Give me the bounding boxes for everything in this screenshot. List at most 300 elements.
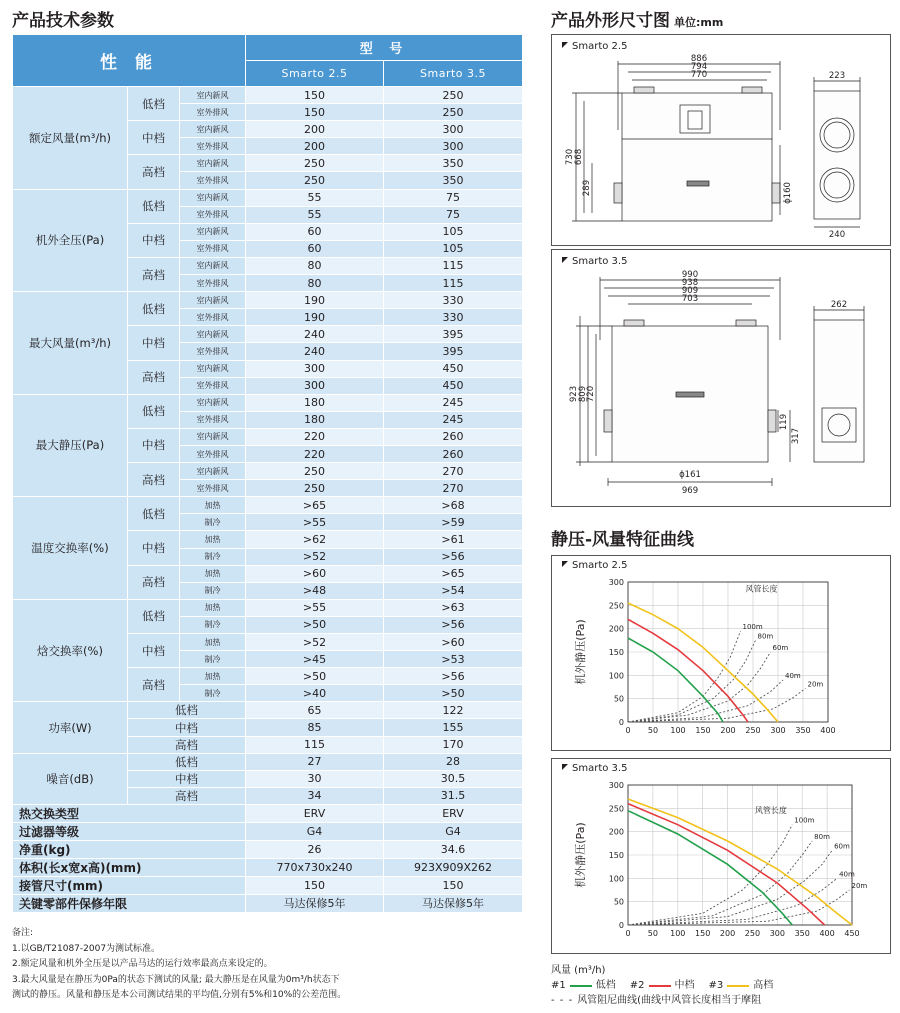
level-cell: 中档 bbox=[128, 121, 180, 155]
x-tick-label: 350 bbox=[795, 726, 811, 735]
value-cell: 770x730x240 bbox=[246, 858, 384, 876]
legend-items bbox=[551, 978, 891, 993]
value-cell: 250 bbox=[246, 155, 384, 172]
x-tick-label: 150 bbox=[695, 726, 711, 735]
duct-curve-80m bbox=[628, 841, 812, 925]
legend-item bbox=[630, 978, 695, 993]
category-cell: 机外全压(Pa) bbox=[13, 189, 128, 292]
sub-cell: 室外排风 bbox=[180, 104, 246, 121]
value-cell: 200 bbox=[246, 138, 384, 155]
y-tick-label: 250 bbox=[608, 601, 624, 611]
value-cell: >50 bbox=[384, 685, 523, 702]
note-line: 备注: bbox=[12, 928, 34, 938]
dim-panel-smarto35 bbox=[551, 249, 891, 507]
value-cell: 395 bbox=[384, 343, 523, 360]
level-cell: 中档 bbox=[128, 326, 180, 360]
category-cell: 额定风量(m³/h) bbox=[13, 87, 128, 190]
sub-cell: 制冷 bbox=[180, 651, 246, 668]
header-row bbox=[13, 35, 523, 61]
value-cell: 245 bbox=[384, 394, 523, 411]
value-cell: >61 bbox=[384, 531, 523, 548]
dim-990: 990 bbox=[681, 270, 699, 280]
level-cell: 高档 bbox=[128, 668, 180, 702]
value-cell: 80 bbox=[246, 257, 384, 274]
x-tick-label: 400 bbox=[819, 929, 835, 938]
value-cell: >60 bbox=[246, 565, 384, 582]
dim-240: 240 bbox=[828, 230, 846, 240]
dim-262: 262 bbox=[830, 300, 848, 310]
legend-name: 中档 bbox=[674, 980, 695, 991]
value-cell: 150 bbox=[246, 87, 384, 104]
single-label-cell: 体积(长x宽x高)(mm) bbox=[13, 858, 246, 876]
table-row bbox=[13, 497, 523, 514]
value-cell: >55 bbox=[246, 514, 384, 531]
table-row bbox=[13, 858, 523, 876]
value-cell: 55 bbox=[246, 189, 384, 206]
series-line-1 bbox=[628, 638, 723, 722]
table-row bbox=[13, 394, 523, 411]
sub-cell: 室内新风 bbox=[180, 87, 246, 104]
sub-cell: 加热 bbox=[180, 497, 246, 514]
value-cell: 155 bbox=[384, 719, 523, 736]
value-cell: >53 bbox=[384, 651, 523, 668]
category-cell: 噪音(dB) bbox=[13, 753, 128, 804]
dim-909: 909 bbox=[681, 286, 699, 296]
spec-section-title: 产品技术参数 bbox=[12, 11, 114, 31]
level-cell: 中档 bbox=[128, 634, 180, 668]
duct-label: 100m bbox=[794, 816, 815, 825]
spec-table bbox=[12, 34, 523, 913]
value-cell: 220 bbox=[246, 428, 384, 445]
value-cell: 300 bbox=[246, 360, 384, 377]
dim-668: 668 bbox=[574, 148, 584, 166]
value-cell: >59 bbox=[384, 514, 523, 531]
y-tick-label: 200 bbox=[608, 624, 624, 634]
value-cell: 85 bbox=[246, 719, 384, 736]
level-cell: 高档 bbox=[128, 565, 180, 599]
notes bbox=[12, 926, 532, 1004]
legend-num: #3 bbox=[708, 980, 724, 991]
sub-cell: 加热 bbox=[180, 668, 246, 685]
value-cell: 190 bbox=[246, 292, 384, 309]
value-cell: 395 bbox=[384, 326, 523, 343]
dim-703: 703 bbox=[681, 294, 699, 304]
x-tick-label: 350 bbox=[794, 929, 810, 938]
value-cell: 250 bbox=[246, 463, 384, 480]
x-tick-label: 450 bbox=[844, 929, 860, 938]
model-name: Smarto 2.5 bbox=[246, 61, 384, 87]
dim-730: 730 bbox=[565, 148, 575, 166]
sub-cell: 室外排风 bbox=[180, 172, 246, 189]
level-cell: 高档 bbox=[128, 155, 180, 189]
sub-cell: 加热 bbox=[180, 634, 246, 651]
x-tick-label: 100 bbox=[670, 929, 686, 938]
duct-label: 100m bbox=[742, 623, 763, 631]
single-label-cell: 关键零部件保修年限 bbox=[13, 894, 246, 912]
value-cell: ERV bbox=[384, 804, 523, 822]
duct-label: 40m bbox=[839, 870, 855, 879]
dim-289: 289 bbox=[582, 179, 592, 197]
single-label-cell: 过滤器等级 bbox=[13, 822, 246, 840]
duct-label: 20m bbox=[807, 680, 824, 689]
legend-name: 低档 bbox=[595, 980, 616, 991]
duct-label: 60m bbox=[834, 842, 850, 851]
value-cell: G4 bbox=[384, 822, 523, 840]
value-cell: 115 bbox=[384, 257, 523, 274]
value-cell: 马达保修5年 bbox=[246, 894, 384, 912]
dim-drawing-smarto35 bbox=[552, 250, 890, 506]
y-axis-label: 机外静压(Pa) bbox=[574, 619, 587, 685]
value-cell: 450 bbox=[384, 377, 523, 394]
sub-cell: 室外排风 bbox=[180, 309, 246, 326]
sub-cell: 制冷 bbox=[180, 514, 246, 531]
legend-num: #2 bbox=[629, 980, 645, 991]
category-cell: 最大静压(Pa) bbox=[13, 394, 128, 497]
legend-swatch bbox=[727, 985, 749, 987]
value-cell: >60 bbox=[384, 634, 523, 651]
category-cell: 温度交换率(%) bbox=[13, 497, 128, 600]
y-tick-label: 100 bbox=[608, 671, 624, 681]
value-cell: 350 bbox=[384, 172, 523, 189]
dimension-title-text: 产品外形尺寸图 bbox=[551, 11, 670, 31]
value-cell: 250 bbox=[246, 480, 384, 497]
dim-809: 809 bbox=[578, 385, 588, 403]
value-cell: 270 bbox=[384, 463, 523, 480]
value-cell: 245 bbox=[384, 411, 523, 428]
category-cell: 最大风量(m³/h) bbox=[13, 292, 128, 395]
value-cell: >52 bbox=[246, 548, 384, 565]
duct-label: 80m bbox=[814, 833, 830, 841]
value-cell: ERV bbox=[246, 804, 384, 822]
value-cell: 150 bbox=[246, 104, 384, 121]
dimension-unit: 单位:mm bbox=[674, 16, 724, 29]
level-cell: 高档 bbox=[128, 463, 180, 497]
value-cell: 马达保修5年 bbox=[384, 894, 523, 912]
level-cell: 低档 bbox=[128, 599, 180, 633]
sub-cell: 室外排风 bbox=[180, 480, 246, 497]
value-cell: 300 bbox=[246, 377, 384, 394]
value-cell: 30.5 bbox=[384, 770, 523, 787]
value-cell: 115 bbox=[384, 275, 523, 292]
sub-cell: 室内新风 bbox=[180, 257, 246, 274]
dim-panel-smarto25 bbox=[551, 34, 891, 246]
y-tick-label: 250 bbox=[608, 804, 624, 814]
sub-cell: 室内新风 bbox=[180, 360, 246, 377]
value-cell: 240 bbox=[246, 343, 384, 360]
model-name: Smarto 3.5 bbox=[384, 61, 523, 87]
y-tick-label: 150 bbox=[608, 648, 624, 657]
sub-cell: 制冷 bbox=[180, 685, 246, 702]
value-cell: 27 bbox=[246, 753, 384, 770]
value-cell: 170 bbox=[384, 736, 523, 753]
level-cell: 高档 bbox=[128, 360, 180, 394]
single-label-cell: 接管尺寸(mm) bbox=[13, 876, 246, 894]
sub-cell: 室内新风 bbox=[180, 428, 246, 445]
level-cell: 低档 bbox=[128, 497, 180, 531]
legend-dash-note: - - - 风管阻尼曲线(曲线中风管长度相当于摩阻 bbox=[551, 995, 762, 1006]
sub-cell: 室外排风 bbox=[180, 343, 246, 360]
value-cell: 75 bbox=[384, 189, 523, 206]
sub-cell: 室内新风 bbox=[180, 121, 246, 138]
table-row bbox=[13, 87, 523, 104]
level-cell: 高档 bbox=[128, 257, 180, 291]
y-tick-label: 50 bbox=[613, 694, 624, 704]
dim-panel-label: Smarto 3.5 bbox=[562, 256, 627, 267]
duct-label: 20m bbox=[851, 882, 868, 890]
table-row bbox=[13, 189, 523, 206]
duct-curve-60m bbox=[628, 850, 832, 925]
chart-label: Smarto 2.5 bbox=[562, 560, 627, 571]
dim-938: 938 bbox=[681, 278, 699, 288]
chart-grid bbox=[609, 781, 860, 938]
value-cell: 260 bbox=[384, 445, 523, 462]
value-cell: 250 bbox=[384, 87, 523, 104]
model-header: 型 号 bbox=[246, 35, 523, 61]
sub-cell: 室外排风 bbox=[180, 240, 246, 257]
table-row bbox=[13, 840, 523, 858]
value-cell: >56 bbox=[384, 668, 523, 685]
value-cell: 250 bbox=[384, 104, 523, 121]
dim-d161: ϕ161 bbox=[679, 470, 701, 480]
dimension-section-title bbox=[551, 6, 723, 31]
x-tick-label: 250 bbox=[745, 726, 761, 735]
sub-cell: 室内新风 bbox=[180, 463, 246, 480]
value-cell: 26 bbox=[246, 840, 384, 858]
value-cell: 190 bbox=[246, 309, 384, 326]
x-tick-label: 50 bbox=[647, 929, 658, 938]
sub-cell: 制冷 bbox=[180, 582, 246, 599]
level-cell: 低档 bbox=[128, 292, 180, 326]
value-cell: >48 bbox=[246, 582, 384, 599]
dim-794: 794 bbox=[690, 62, 708, 72]
y-tick-label: 200 bbox=[608, 827, 624, 837]
value-cell: 105 bbox=[384, 223, 523, 240]
value-cell: >40 bbox=[246, 685, 384, 702]
perf-header: 性 能 bbox=[13, 35, 246, 87]
x-tick-label: 300 bbox=[769, 929, 785, 938]
x-tick-label: 250 bbox=[744, 929, 761, 938]
dim-drawing-smarto25 bbox=[552, 35, 890, 245]
value-cell: >55 bbox=[246, 599, 384, 616]
sub-cell: 加热 bbox=[180, 531, 246, 548]
level-cell: 低档 bbox=[128, 189, 180, 223]
duct-curve-60m bbox=[628, 652, 771, 722]
duct-length-title: 风管长度 bbox=[745, 584, 778, 594]
value-cell: 260 bbox=[384, 428, 523, 445]
table-row bbox=[13, 894, 523, 912]
curve-chart-smarto25 bbox=[552, 556, 890, 750]
dim-panel-label: Smarto 2.5 bbox=[562, 41, 627, 52]
table-row bbox=[13, 804, 523, 822]
dim-886: 886 bbox=[690, 54, 708, 64]
value-cell: 180 bbox=[246, 411, 384, 428]
dim-720: 720 bbox=[586, 385, 596, 403]
value-cell: 60 bbox=[246, 240, 384, 257]
y-tick-label: 100 bbox=[608, 874, 624, 884]
duct-curve-20m bbox=[628, 688, 806, 722]
note-line: 测试的静压。风量和静压是本公司测试结果的平均值,分别有5%和10%的公差范围。 bbox=[12, 990, 347, 1000]
value-cell: 30 bbox=[246, 770, 384, 787]
sub-cell: 室内新风 bbox=[180, 155, 246, 172]
value-cell: 330 bbox=[384, 309, 523, 326]
level-cell: 低档 bbox=[128, 394, 180, 428]
value-cell: >65 bbox=[384, 565, 523, 582]
dim-923: 923 bbox=[569, 385, 579, 403]
value-cell: 350 bbox=[384, 155, 523, 172]
sub-cell: 室外排风 bbox=[180, 206, 246, 223]
sub-cell: 室外排风 bbox=[180, 445, 246, 462]
note-line: 1.以GB/T21087-2007为测试标准。 bbox=[12, 943, 161, 954]
x-tick-label: 150 bbox=[695, 929, 711, 938]
value-cell: 28 bbox=[384, 753, 523, 770]
value-cell: 180 bbox=[246, 394, 384, 411]
value-cell: G4 bbox=[246, 822, 384, 840]
sub-cell: 室外排风 bbox=[180, 411, 246, 428]
y-axis-label: 机外静压(Pa) bbox=[574, 822, 587, 888]
value-cell: 300 bbox=[384, 138, 523, 155]
sub-cell: 加热 bbox=[180, 599, 246, 616]
value-cell: 240 bbox=[246, 326, 384, 343]
x-tick-label: 400 bbox=[820, 726, 836, 735]
x-tick-label: 300 bbox=[770, 726, 786, 735]
value-cell: >52 bbox=[246, 634, 384, 651]
value-cell: 55 bbox=[246, 206, 384, 223]
duct-label: 60m bbox=[772, 644, 789, 652]
curve-legend bbox=[551, 963, 891, 1008]
sub-cell: 室外排风 bbox=[180, 275, 246, 292]
legend-title: 风量 (m³/h) bbox=[551, 965, 606, 976]
dim-969: 969 bbox=[681, 486, 699, 496]
dim-317: 317 bbox=[791, 427, 801, 445]
value-cell: 200 bbox=[246, 121, 384, 138]
x-tick-label: 50 bbox=[647, 726, 659, 735]
single-label-cell: 净重(kg) bbox=[13, 840, 246, 858]
value-cell: 60 bbox=[246, 223, 384, 240]
dim-223: 223 bbox=[828, 71, 846, 81]
legend-item bbox=[709, 978, 774, 993]
y-tick-label: 50 bbox=[613, 897, 624, 907]
x-tick-label: 200 bbox=[719, 929, 736, 938]
level-cell: 中档 bbox=[128, 531, 180, 565]
note-line: 2.额定风量和机外全压是以产品马达的运行效率最高点来设定的。 bbox=[12, 959, 273, 969]
level-cell: 中档 bbox=[128, 428, 180, 462]
value-cell: 105 bbox=[384, 240, 523, 257]
level-cell: 低档 bbox=[128, 702, 246, 719]
value-cell: 330 bbox=[384, 292, 523, 309]
curve-chart-smarto35 bbox=[552, 759, 890, 953]
category-cell: 焓交换率(%) bbox=[13, 599, 128, 702]
duct-label: 80m bbox=[757, 632, 774, 641]
value-cell: 300 bbox=[384, 121, 523, 138]
y-tick-label: 150 bbox=[608, 851, 624, 860]
x-tick-label: 200 bbox=[720, 726, 736, 735]
x-tick-label: 0 bbox=[625, 929, 631, 938]
value-cell: 220 bbox=[246, 445, 384, 462]
value-cell: >56 bbox=[384, 616, 523, 633]
duct-length-title: 风管长度 bbox=[754, 806, 787, 815]
sub-cell: 加热 bbox=[180, 565, 246, 582]
series-line-2 bbox=[628, 619, 748, 722]
sub-cell: 室外排风 bbox=[180, 138, 246, 155]
value-cell: 80 bbox=[246, 275, 384, 292]
legend-swatch bbox=[570, 985, 592, 987]
dim-770: 770 bbox=[690, 70, 708, 80]
table-row bbox=[13, 876, 523, 894]
value-cell: 75 bbox=[384, 206, 523, 223]
sub-cell: 制冷 bbox=[180, 548, 246, 565]
legend-swatch bbox=[649, 985, 671, 987]
y-tick-label: 0 bbox=[618, 718, 624, 727]
value-cell: >50 bbox=[246, 668, 384, 685]
sub-cell: 制冷 bbox=[180, 616, 246, 633]
value-cell: >68 bbox=[384, 497, 523, 514]
x-tick-label: 100 bbox=[670, 726, 686, 735]
y-tick-label: 300 bbox=[608, 578, 624, 587]
table-row bbox=[13, 753, 523, 770]
chart-label: Smarto 3.5 bbox=[562, 763, 627, 774]
value-cell: >50 bbox=[246, 616, 384, 633]
y-tick-label: 300 bbox=[608, 781, 624, 790]
value-cell: 923X909X262 bbox=[384, 858, 523, 876]
value-cell: 250 bbox=[246, 172, 384, 189]
value-cell: >56 bbox=[384, 548, 523, 565]
sub-cell: 室内新风 bbox=[180, 189, 246, 206]
value-cell: >62 bbox=[246, 531, 384, 548]
value-cell: 34 bbox=[246, 787, 384, 804]
dash-line-icon: - - - bbox=[551, 995, 574, 1006]
level-cell: 中档 bbox=[128, 719, 246, 736]
single-label-cell: 热交换类型 bbox=[13, 804, 246, 822]
note-line: 3.最大风量是在静压为0Pa的状态下测试的风量; 最大静压是在风量为0m³/h状态下 bbox=[12, 974, 340, 985]
legend-num: #1 bbox=[551, 980, 566, 991]
dim-119: 119 bbox=[779, 413, 789, 431]
value-cell: 115 bbox=[246, 736, 384, 753]
value-cell: 31.5 bbox=[384, 787, 523, 804]
value-cell: >45 bbox=[246, 651, 384, 668]
y-tick-label: 0 bbox=[618, 921, 624, 930]
curve-panel-smarto25 bbox=[551, 555, 891, 751]
value-cell: 450 bbox=[384, 360, 523, 377]
level-cell: 中档 bbox=[128, 223, 180, 257]
level-cell: 低档 bbox=[128, 753, 246, 770]
dim-d160: ϕ160 bbox=[783, 182, 793, 204]
legend-item bbox=[551, 978, 616, 993]
value-cell: 150 bbox=[246, 876, 384, 894]
sub-cell: 室内新风 bbox=[180, 394, 246, 411]
sub-cell: 室内新风 bbox=[180, 326, 246, 343]
x-tick-label: 0 bbox=[625, 726, 631, 735]
level-cell: 高档 bbox=[128, 736, 246, 753]
level-cell: 中档 bbox=[128, 770, 246, 787]
sub-cell: 室内新风 bbox=[180, 292, 246, 309]
legend-name: 高档 bbox=[753, 980, 774, 991]
table-row bbox=[13, 822, 523, 840]
value-cell: 34.6 bbox=[384, 840, 523, 858]
value-cell: >54 bbox=[384, 582, 523, 599]
table-row bbox=[13, 292, 523, 309]
category-cell: 功率(W) bbox=[13, 702, 128, 753]
sub-cell: 室外排风 bbox=[180, 377, 246, 394]
curve-section-title: 静压-风量特征曲线 bbox=[551, 530, 695, 550]
value-cell: 122 bbox=[384, 702, 523, 719]
value-cell: >63 bbox=[384, 599, 523, 616]
value-cell: >65 bbox=[246, 497, 384, 514]
duct-curve-80m bbox=[628, 640, 756, 722]
duct-label: 40m bbox=[785, 672, 801, 680]
sub-cell: 室内新风 bbox=[180, 223, 246, 240]
table-row bbox=[13, 599, 523, 616]
chart-grid bbox=[609, 578, 836, 735]
